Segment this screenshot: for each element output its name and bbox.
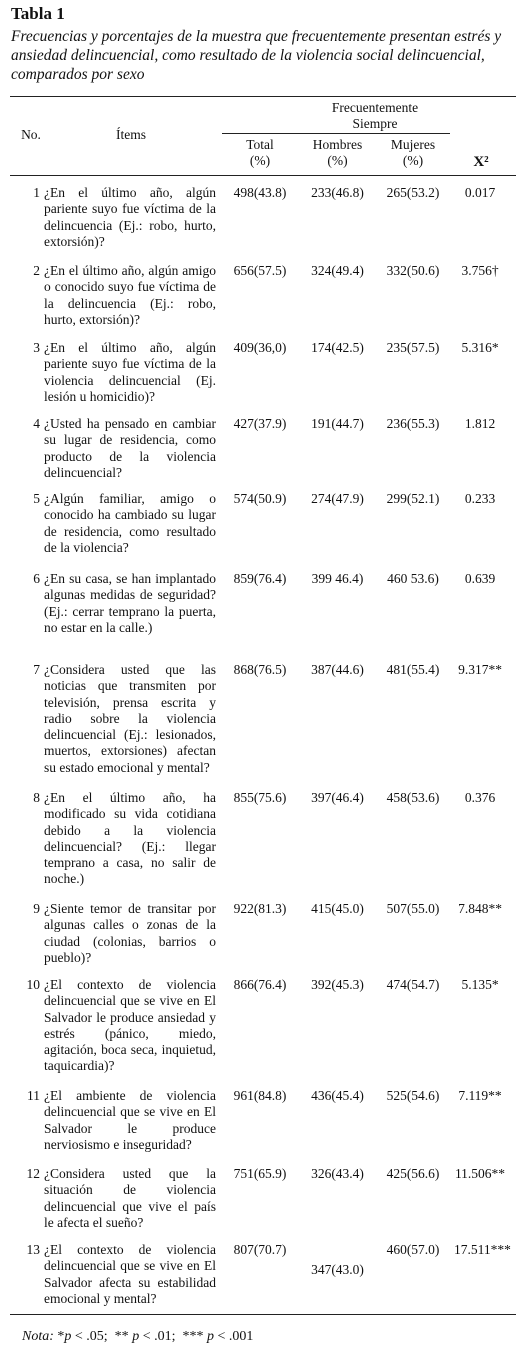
row-number: 9 [33,901,40,916]
row-women: 332(50.6) [386,263,440,278]
header-no: No. [21,127,41,142]
row-total: 859(76.4) [233,571,287,586]
header-women-line1: Mujeres [390,137,436,152]
row-chi-square: 0.376 [464,790,496,805]
row-women: 525(54.6) [386,1088,440,1103]
row-item-text: ¿El contexto de violencia delincuencial que se vive en El Salvador le produce ansiedad y estrés (pánico, miedo, agitación, boca seca, inquietud, taquicardia)? [44,977,216,1074]
row-women: 236(55.3) [386,416,440,431]
row-item-text: ¿En el último año, algún pariente suyo fue víctima de la violencia delincuencial (Ej. lesión u homicidio)? [44,340,216,404]
row-women: 425(56.6) [386,1166,440,1181]
row-item-text: ¿Considera usted que las noticias que transmiten por televisión, prensa escrita y radio sobre la violencia delincuencial (Ej.: lesionados, muertos, extorsiones) afectan su estado emocional y mental? [44,662,216,775]
row-men: 387(44.6) [311,662,364,677]
table-note: Nota: *p < .05; ** p < .01; *** p < .001 [22,1329,254,1344]
row-item-text: ¿El contexto de violencia delincuencial que se vive en El Salvador afecta su estabilidad emocional y mental? [44,1242,216,1306]
bottom-rule [10,1314,516,1315]
row-chi-square: 0.017 [464,185,496,200]
row-number: 6 [33,571,40,586]
group-rule [222,133,450,134]
row-chi-square: 9.317** [458,662,502,677]
row-item-text: ¿Considera usted que la situación de violencia delincuencial que vive el país le afecta el sueño? [44,1166,216,1230]
row-total: 498(43.8) [233,185,287,200]
row-men: 191(44.7) [311,416,364,431]
row-number: 13 [26,1242,40,1257]
row-total: 656(57.5) [233,263,287,278]
row-women: 265(53.2) [386,185,440,200]
row-number: 2 [33,263,40,278]
row-chi-square: 17.511*** [454,1242,511,1257]
row-item-text: ¿El ambiente de violencia delincuencial que se vive en El Salvador le produce nerviosismo e inseguridad? [44,1088,216,1152]
row-men: 233(46.8) [311,185,364,200]
header-chi-square: X² [473,154,489,170]
row-item-text: ¿Algún familiar, amigo o conocido ha cambiado su lugar de residencia, como resultado de la violencia? [44,491,216,555]
row-chi-square: 7.119** [458,1088,502,1103]
row-men: 392(45.3) [311,977,364,992]
row-chi-square: 0.639 [464,571,496,586]
row-men: 324(49.4) [311,263,364,278]
header-bottom-rule [10,175,516,176]
row-total: 922(81.3) [233,901,287,916]
row-item-text: ¿Siente temor de transitar por algunas calles o zonas de la ciudad (colonias, barrios o pueblo)? [44,901,216,965]
header-women-line2: (%) [402,153,424,168]
row-women: 235(57.5) [386,340,440,355]
row-number: 1 [33,185,40,200]
row-women: 481(55.4) [386,662,440,677]
row-men: 399 46.4) [311,571,364,586]
table-caption: Frecuencias y porcentajes de la muestra que frecuentemente presentan estrés y ansiedad delincuencial, como resultado de la violencia social delincuencial, comparados por sexo [11,28,502,83]
row-number: 10 [26,977,40,992]
row-men: 174(42.5) [311,340,364,355]
header-items: Ítems [116,127,146,142]
row-total: 961(84.8) [233,1088,287,1103]
row-total: 868(76.5) [233,662,287,677]
top-rule [10,96,516,97]
row-chi-square: 3.756† [461,263,499,278]
row-number: 7 [33,662,40,677]
table-title: Tabla 1 [11,4,65,23]
row-chi-square: 5.135* [461,977,499,992]
row-women: 458(53.6) [386,790,440,805]
row-women: 460 53.6) [387,571,439,586]
row-men: 274(47.9) [311,491,364,506]
header-total-line1: Total [246,137,274,152]
row-item-text: ¿En el último año, algún pariente suyo fue víctima de la delincuencia (Ej.: robo, hurto, extorsión)? [44,185,216,249]
row-total: 807(70.7) [233,1242,287,1257]
row-number: 5 [33,491,40,506]
row-total: 751(65.9) [233,1166,287,1181]
row-item-text: ¿Usted ha pensado en cambiar su lugar de residencia, como producto de la violencia delincuencial? [44,416,216,480]
row-number: 8 [33,790,40,805]
header-group-line2: Siempre [352,116,398,131]
row-total: 855(75.6) [233,790,287,805]
row-chi-square: 1.812 [464,416,496,431]
row-chi-square: 7.848** [458,901,502,916]
header-men-line2: (%) [327,153,348,168]
row-number: 4 [33,416,40,431]
row-women: 474(54.7) [386,977,440,992]
row-item-text: ¿En el último año, algún amigo o conocido suyo fue víctima de la delincuencia (Ej.: robo, hurto, extorsión)? [44,263,216,327]
row-item-text: ¿En su casa, se han implantado algunas medidas de seguridad? (Ej.: cerrar temprano la puerta, no estar en la calle.) [44,571,216,635]
row-item-text: ¿En el último año, ha modificado su vida cotidiana debido a la violencia delincuencial? (Ej.: llegar temprano a casa, no salir de noche.) [44,790,216,887]
row-number: 3 [33,340,40,355]
row-women: 507(55.0) [386,901,440,916]
row-men: 347(43.0) [311,1262,364,1277]
row-men: 397(46.4) [311,790,364,805]
header-total-line2: (%) [249,153,271,168]
row-chi-square: 5.316* [461,340,499,355]
row-total: 574(50.9) [233,491,287,506]
row-number: 12 [26,1166,40,1181]
row-women: 460(57.0) [386,1242,440,1257]
row-total: 409(36,0) [233,340,287,355]
row-chi-square: 11.506** [454,1166,506,1181]
header-group-line1: Frecuentemente [331,100,419,115]
row-men: 326(43.4) [311,1166,364,1181]
row-men: 415(45.0) [311,901,364,916]
row-chi-square: 0.233 [464,491,496,506]
header-men-line1: Hombres [312,137,363,152]
row-men: 436(45.4) [311,1088,364,1103]
row-women: 299(52.1) [386,491,440,506]
row-total: 427(37.9) [233,416,287,431]
row-total: 866(76.4) [233,977,287,992]
row-number: 11 [27,1088,40,1103]
